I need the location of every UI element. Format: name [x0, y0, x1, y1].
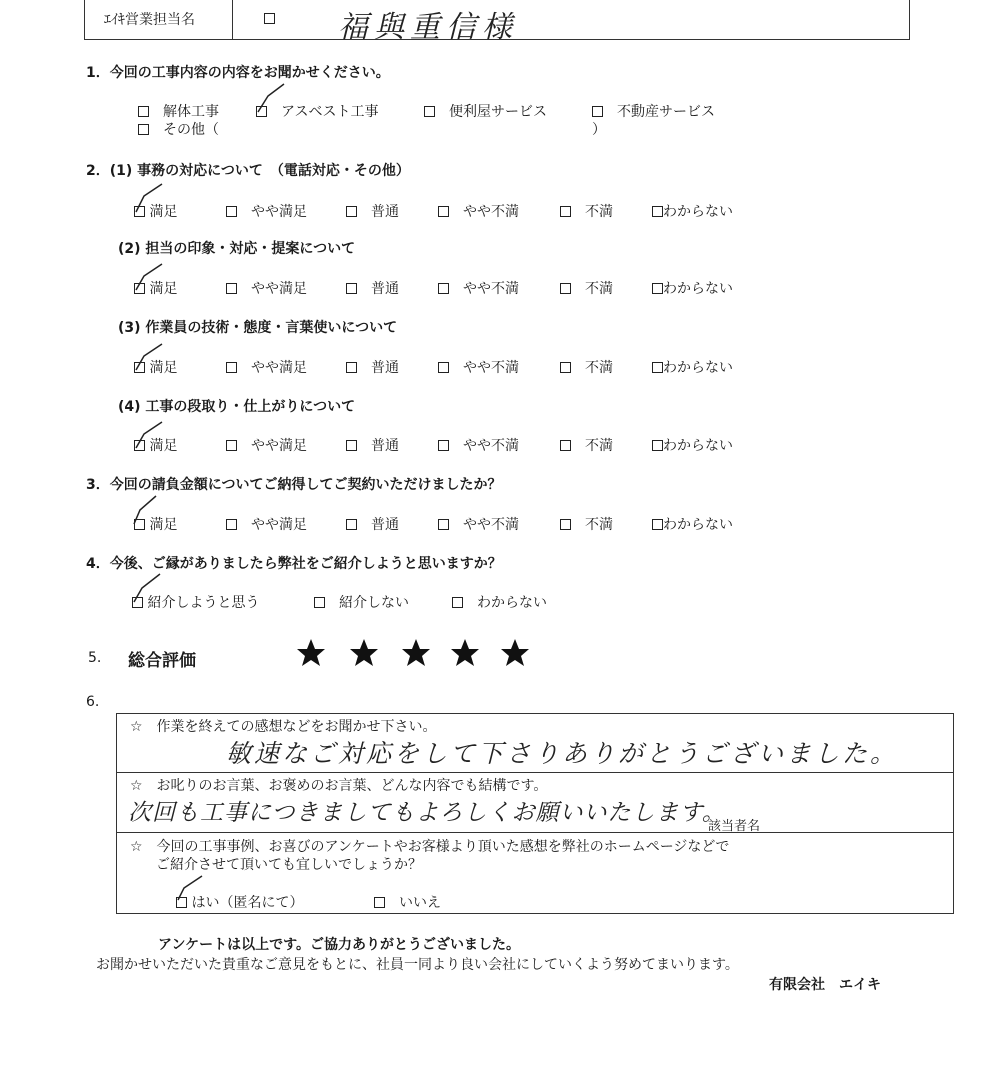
scale-option[interactable]: [652, 278, 733, 298]
checkbox[interactable]: [346, 519, 357, 530]
checkbox[interactable]: [346, 206, 357, 217]
checkbox[interactable]: [226, 440, 237, 451]
check-mark-icon: [132, 420, 168, 452]
q2-3-title: (3) 作業員の技術・態度・言葉使いについて: [118, 320, 398, 336]
checkbox[interactable]: [452, 597, 463, 608]
scale-option[interactable]: [652, 435, 733, 455]
checkbox[interactable]: [560, 362, 571, 373]
q1-title: 1．今回の工事内容の内容をお聞かせください。: [86, 65, 390, 81]
q6-item2: ☆ お叱りのお言葉、お褒めのお言葉、どんな内容でも結構です。: [130, 778, 548, 794]
option-label: 不満: [585, 517, 613, 533]
option-label: やや不満: [463, 517, 519, 533]
scale-option[interactable]: [438, 357, 519, 377]
q6-item2-answer: 次回も工事につきましてもよろしくお願いいたします。: [128, 800, 726, 826]
q2-4-title: (4) 工事の段取り・仕上がりについて: [118, 399, 356, 415]
option-label: 不満: [585, 438, 613, 454]
scale-option[interactable]: [560, 278, 613, 298]
q6-number: 6.: [86, 694, 100, 710]
header-checkbox[interactable]: [264, 13, 275, 24]
option-label: 満足: [149, 438, 178, 454]
option-label: 便利屋サービス: [449, 104, 547, 120]
scale-option[interactable]: [560, 514, 613, 534]
scale-option[interactable]: [652, 514, 733, 534]
scale-option[interactable]: [226, 201, 307, 221]
q5-title: 総合評価: [128, 651, 196, 671]
option-label: 普通: [371, 204, 399, 220]
option-label: やや不満: [463, 360, 519, 376]
checkbox[interactable]: [652, 283, 663, 294]
checkbox[interactable]: [424, 106, 435, 117]
check-mark-icon: [130, 494, 166, 528]
option-label: わからない: [663, 281, 733, 297]
option-label: 普通: [371, 438, 399, 454]
checkbox[interactable]: [438, 440, 449, 451]
option-label: わからない: [663, 517, 733, 533]
checkbox[interactable]: [314, 597, 325, 608]
checkbox[interactable]: [438, 362, 449, 373]
q6-item1: ☆ 作業を終えての感想などをお聞かせ下さい。: [130, 719, 437, 735]
q4-option-2[interactable]: [314, 592, 409, 612]
option-label: やや満足: [251, 438, 307, 454]
checkbox[interactable]: [560, 283, 571, 294]
option-label: 不動産サービス: [617, 104, 715, 120]
checkbox[interactable]: [138, 124, 149, 135]
scale-option[interactable]: [346, 514, 399, 534]
option-label: 不満: [585, 204, 613, 220]
checkbox[interactable]: [438, 283, 449, 294]
check-mark-icon: [132, 262, 168, 294]
scale-option[interactable]: [438, 278, 519, 298]
checkbox[interactable]: [226, 362, 237, 373]
scale-option[interactable]: [652, 201, 733, 221]
star-icon[interactable]: [401, 638, 431, 668]
scale-option[interactable]: [438, 435, 519, 455]
checkbox[interactable]: [346, 362, 357, 373]
q6-divider-2: [116, 832, 954, 833]
option-label: わからない: [663, 438, 733, 454]
option-label: アスベスト工事: [281, 104, 379, 120]
option-label: 紹介しようと思う: [147, 595, 260, 611]
footer-message: お聞かせいただいた貴重なご意見をもとに、社員一同より良い会社にしていくよう努めてまいります。: [96, 957, 739, 973]
q2-title: 2．(1) 事務の対応について （電話対応・その他）: [86, 163, 410, 179]
handwritten-name: 福與重信様: [338, 10, 518, 45]
option-label: 不満: [585, 360, 613, 376]
scale-option[interactable]: [346, 278, 399, 298]
star-icon[interactable]: [349, 638, 379, 668]
checkbox[interactable]: [138, 106, 149, 117]
checkbox[interactable]: [560, 440, 571, 451]
scale-option[interactable]: [652, 357, 733, 377]
scale-option[interactable]: [226, 278, 307, 298]
scale-option[interactable]: [226, 514, 307, 534]
check-mark-icon: [132, 182, 168, 216]
header-divider: [232, 0, 233, 40]
option-label: 普通: [371, 517, 399, 533]
checkbox[interactable]: [560, 206, 571, 217]
checkbox[interactable]: [438, 519, 449, 530]
option-label: やや不満: [463, 438, 519, 454]
option-label: やや満足: [251, 517, 307, 533]
option-label: 満足: [149, 281, 178, 297]
checkbox[interactable]: [374, 897, 385, 908]
scale-option[interactable]: [346, 201, 399, 221]
q6-no-option[interactable]: [374, 892, 441, 912]
q1-option-1[interactable]: [138, 101, 219, 121]
option-label: わからない: [477, 595, 547, 611]
option-label: 満足: [149, 517, 178, 533]
q1-option-other[interactable]: [138, 119, 219, 139]
option-label: やや不満: [463, 204, 519, 220]
option-label: やや不満: [463, 281, 519, 297]
checkbox[interactable]: [226, 283, 237, 294]
q2-2-title: (2) 担当の印象・対応・提案について: [118, 241, 356, 257]
checkbox[interactable]: [652, 519, 663, 530]
q1-option-4[interactable]: [592, 101, 715, 121]
option-label: 普通: [371, 281, 399, 297]
checkbox[interactable]: [652, 206, 663, 217]
scale-option[interactable]: [226, 435, 307, 455]
footer-thanks: アンケートは以上です。ご協力ありがとうございました。: [158, 937, 521, 953]
option-label: 普通: [371, 360, 399, 376]
check-mark-icon: [130, 572, 166, 606]
star-icon[interactable]: [450, 638, 480, 668]
footer-company: 有限会社 エイキ: [769, 977, 881, 993]
option-label: やや満足: [251, 204, 307, 220]
star-icon[interactable]: [296, 638, 326, 668]
q6-item3-line2: ご紹介させて頂いても宜しいでしょうか？: [156, 857, 422, 873]
checkbox[interactable]: [560, 519, 571, 530]
option-label: 解体工事: [163, 104, 219, 120]
option-label: 満足: [149, 360, 178, 376]
q1-option-3[interactable]: [424, 101, 547, 121]
check-mark-icon: [174, 874, 208, 904]
scale-option[interactable]: [226, 357, 307, 377]
checkbox[interactable]: [226, 206, 237, 217]
checkbox[interactable]: [226, 519, 237, 530]
checkbox[interactable]: [592, 106, 603, 117]
option-label: はい（匿名にて）: [191, 895, 304, 911]
q4-option-3[interactable]: [452, 592, 547, 612]
check-mark-icon: [254, 82, 290, 116]
q1-other-close: ）: [592, 122, 606, 138]
option-label: 不満: [585, 281, 613, 297]
option-label: いいえ: [399, 895, 441, 911]
q6-item3-line1: ☆ 今回の工事事例、お喜びのアンケートやお客様より頂いた感想を弊社のホームページなどで: [130, 839, 730, 855]
option-label: わからない: [663, 204, 733, 220]
scale-option[interactable]: [560, 435, 613, 455]
checkbox[interactable]: [346, 283, 357, 294]
checkbox[interactable]: [438, 206, 449, 217]
scale-option[interactable]: [346, 435, 399, 455]
check-mark-icon: [132, 342, 168, 374]
q6-item2-tag: 該当者名: [708, 819, 761, 834]
scale-option[interactable]: [346, 357, 399, 377]
q3-title: 3．今回の請負金額についてご納得してご契約いただけましたか？: [86, 477, 502, 493]
q6-divider-1: [116, 772, 954, 773]
scale-option[interactable]: [438, 514, 519, 534]
scale-option[interactable]: [560, 357, 613, 377]
q4-title: 4．今後、ご縁がありましたら弊社をご紹介しようと思いますか？: [86, 556, 502, 572]
q5-number: 5.: [88, 650, 102, 666]
checkbox[interactable]: [652, 362, 663, 373]
option-label: わからない: [663, 360, 733, 376]
option-label: 紹介しない: [339, 595, 409, 611]
scale-option[interactable]: [438, 201, 519, 221]
option-label: やや満足: [251, 360, 307, 376]
option-label: やや満足: [251, 281, 307, 297]
checkbox[interactable]: [346, 440, 357, 451]
option-label: その他（: [163, 122, 219, 138]
option-label: 満足: [149, 204, 178, 220]
q6-item1-answer: 敏速なご対応をして下さりありがとうございました。: [226, 739, 899, 768]
star-icon[interactable]: [500, 638, 530, 668]
checkbox[interactable]: [652, 440, 663, 451]
header-label: ｴｲｷ営業担当名: [104, 12, 195, 28]
scale-option[interactable]: [560, 201, 613, 221]
